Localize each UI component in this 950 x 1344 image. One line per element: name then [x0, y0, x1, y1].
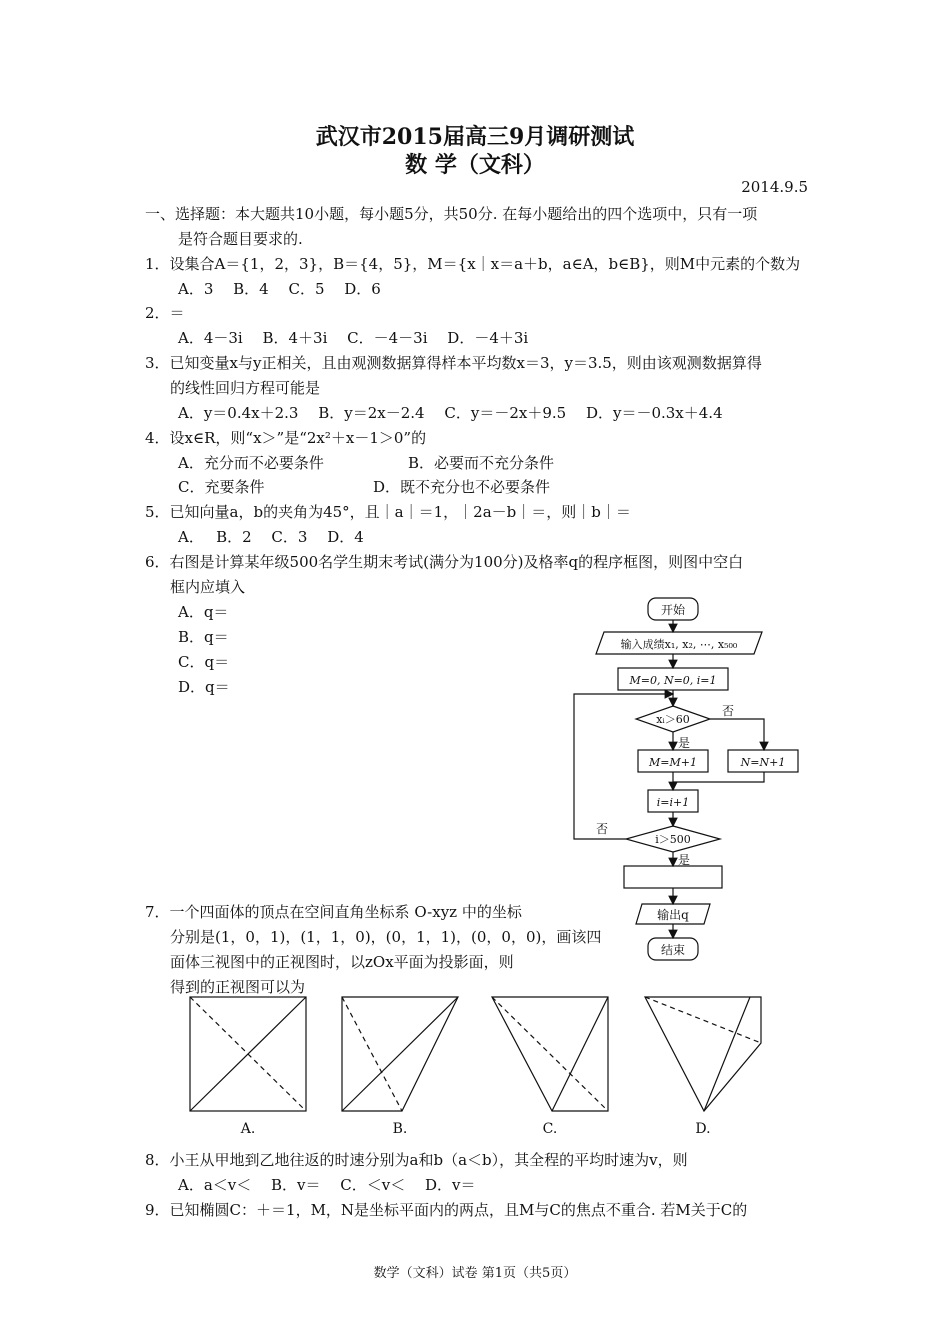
q6-option-b: B．q＝ — [178, 628, 229, 646]
q1-options: A．3 B．4 C．5 D．6 — [178, 280, 381, 298]
page-subtitle: 数 学（文科） — [405, 152, 545, 178]
q5-stem: 5．已知向量a，b的夹角为45°，且｜a｜＝1，｜2a－b｜＝，则｜b｜＝ — [145, 503, 631, 521]
q8-options: A．a＜v＜ B．v＝ C．＜v＜ D．v＝ — [178, 1176, 476, 1194]
q3-stem-cont: 的线性回归方程可能是 — [170, 379, 321, 397]
input-label: 输入成绩x₁, x₂, ⋯, x₅₀₀ — [620, 638, 738, 651]
q1-stem: 1．设集合A＝{1，2，3}，B＝{4，5}，M＝{x｜x＝a＋b，a∈A，b∈B}，则M中元素的个数为 — [145, 255, 801, 273]
q4-option-a: A．充分而不必要条件 — [178, 454, 324, 472]
cond2-yes-label: 是 — [677, 853, 691, 867]
figure-d-label: D. — [695, 1121, 711, 1137]
q6-stem: 6．右图是计算某年级500名学生期末考试(满分为100分)及格率q的程序框图，则图中空白 — [145, 553, 744, 571]
q2-stem: 2．＝ — [145, 304, 185, 322]
q6-option-d: D．q＝ — [178, 678, 230, 696]
section-heading: 一、选择题：本大题共10小题，每小题5分，共50分. 在每小题给出的四个选项中，只有一项 — [145, 205, 758, 223]
figure-c-label: C. — [542, 1121, 558, 1137]
figure-a-label: A. — [240, 1121, 256, 1137]
start-label: 开始 — [660, 603, 686, 617]
page-title: 武汉市2015届高三9月调研测试 — [315, 124, 635, 150]
cond1-no-label: 否 — [721, 704, 735, 718]
q4-option-d: D．既不充分也不必要条件 — [373, 478, 551, 496]
cond2-no-label: 否 — [595, 822, 609, 836]
q4-option-c: C．充要条件 — [178, 478, 265, 496]
q4-option-b: B．必要而不充分条件 — [408, 454, 555, 472]
q5-options: A． B．2 C．3 D．4 — [178, 528, 364, 546]
exam-date: 2014.9.5 — [741, 178, 808, 196]
incI-label: i=i+1 — [656, 796, 690, 809]
page-footer: 数学（文科）试卷 第1页（共5页） — [373, 1266, 577, 1281]
q3-stem: 3．已知变量x与y正相关，且由观测数据算得样本平均数x＝3，y＝3.5，则由该观测数据算得 — [145, 354, 762, 372]
q7-stem-4: 得到的正视图可以为 — [170, 978, 306, 996]
output-label: 输出q — [657, 908, 689, 922]
q6-option-c: C．q＝ — [178, 653, 230, 671]
q2-options: A．4－3i B．4＋3i C．－4－3i D．－4＋3i — [178, 329, 529, 347]
q7-stem: 7．一个四面体的顶点在空间直角坐标系 O-xyz 中的坐标 — [145, 903, 522, 921]
figure-d — [645, 997, 761, 1111]
figure-a — [190, 997, 306, 1111]
figure-b-label: B. — [392, 1121, 408, 1137]
q9-stem: 9．已知椭圆C：＋＝1，M，N是坐标平面内的两点，且M与C的焦点不重合. 若M关于C的 — [145, 1201, 748, 1219]
q7-figures — [185, 992, 770, 1142]
figure-c — [492, 997, 608, 1111]
incN-label: N=N+1 — [740, 756, 786, 769]
q3-options: A．y＝0.4x＋2.3 B．y＝2x－2.4 C．y＝－2x＋9.5 D．y＝－0.3x＋4.4 — [178, 404, 723, 422]
blank-process-node — [624, 866, 722, 888]
incM-label: M=M+1 — [649, 756, 697, 769]
init-label: M=0, N=0, i=1 — [629, 674, 717, 687]
q7-stem-2: 分别是(1，0，1)，(1，1，0)，(0，1，1)，(0，0，0)，画该四 — [170, 928, 602, 946]
section-heading-cont: 是符合题目要求的. — [178, 230, 303, 248]
q4-stem: 4．设x∈R，则“x＞”是“2x²＋x－1＞0”的 — [145, 429, 427, 447]
cond2-label: i＞500 — [655, 833, 691, 846]
flowchart — [560, 590, 820, 970]
cond1-label: xᵢ＞60 — [656, 713, 690, 726]
q6-option-a: A．q＝ — [178, 603, 229, 621]
cond1-yes-label: 是 — [677, 736, 691, 750]
q8-stem: 8．小王从甲地到乙地往返的时速分别为a和b（a＜b），其全程的平均时速为v，则 — [145, 1151, 688, 1169]
q7-stem-3: 面体三视图中的正视图时，以zOx平面为投影面，则 — [170, 953, 514, 971]
end-label: 结束 — [660, 943, 686, 957]
figure-b — [342, 997, 458, 1111]
q6-stem-cont: 框内应填入 — [170, 578, 246, 596]
